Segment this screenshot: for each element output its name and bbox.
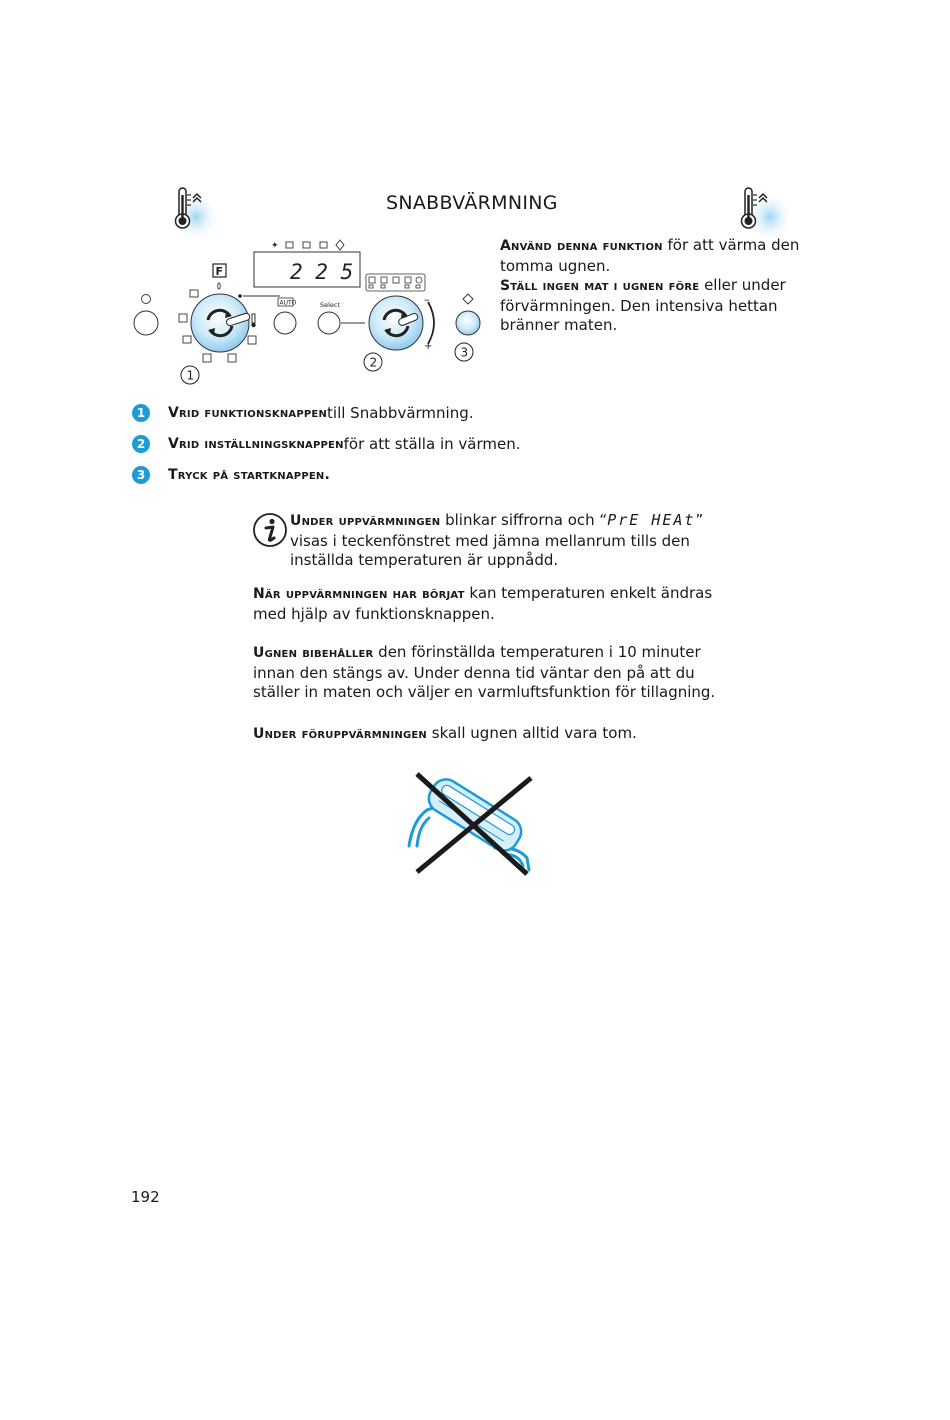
svg-text:✦: ✦ [271,241,279,251]
function-knob [191,294,249,352]
paragraph-hold-time: Ugnen bibehåller den förinställda temperaturen i 10 minuter innan den stängs av. Under denna tid väntar den på att du ställer in maten och väljer en varmluftsfunktion för tillagning. [253,643,716,701]
callout-3: 3 [460,345,469,360]
step-3: 3 Tryck på startknappen. [132,466,330,484]
start-button [456,311,480,335]
info-icon [252,512,290,550]
step-number: 1 [132,404,150,422]
select-label: Select [320,301,341,309]
preheat-display-text: PrE HEAt [607,511,696,529]
preheat-note: Under uppvärmningen blinkar siffrorna och “PrE HEAt” visas i teckenfönstret med jämna mellanrum tills den inställda temperaturen är uppnådd. [290,511,704,569]
middle-button [274,312,296,334]
callout-1: 1 [186,368,195,383]
start-icon [463,294,473,304]
oven-light-icon [142,295,151,304]
step-number: 3 [132,466,150,484]
plus-label: + [424,341,433,352]
display-symbols-row [271,240,344,251]
display-value: 2 2 5 [290,260,354,284]
page-title: SNABBVÄRMNING [386,192,558,214]
step-1: 1 Vrid funktionsknappen till Snabbvärmning. [132,404,474,422]
paragraph-empty-oven: Under föruppvärmningen skall ugnen alltid vara tom. [253,724,637,742]
page-number: 192 [131,1188,160,1206]
minus-label: – [424,293,430,306]
step-2: 2 Vrid inställningsknappen för att ställa in värmen. [132,435,520,453]
oven-control-panel-diagram [128,236,488,392]
callout-2: 2 [369,355,378,370]
left-button [134,311,158,335]
paragraph-temperature-change: När uppvärmningen har börjat kan temperaturen enkelt ändras med hjälp av funktionsknappen. [253,584,713,623]
settings-knob [369,296,423,350]
function-label: F [215,265,224,278]
select-button [318,312,340,334]
intro-text: Använd denna funktion för att värma den tomma ugnen. Ställ ingen mat i ugnen före eller under förvärmningen. Den intensiva hettan bränner maten. [500,236,800,334]
step-number: 2 [132,435,150,453]
crossed-out-dish-icon [405,770,537,876]
auto-label: AUTO [279,299,297,307]
